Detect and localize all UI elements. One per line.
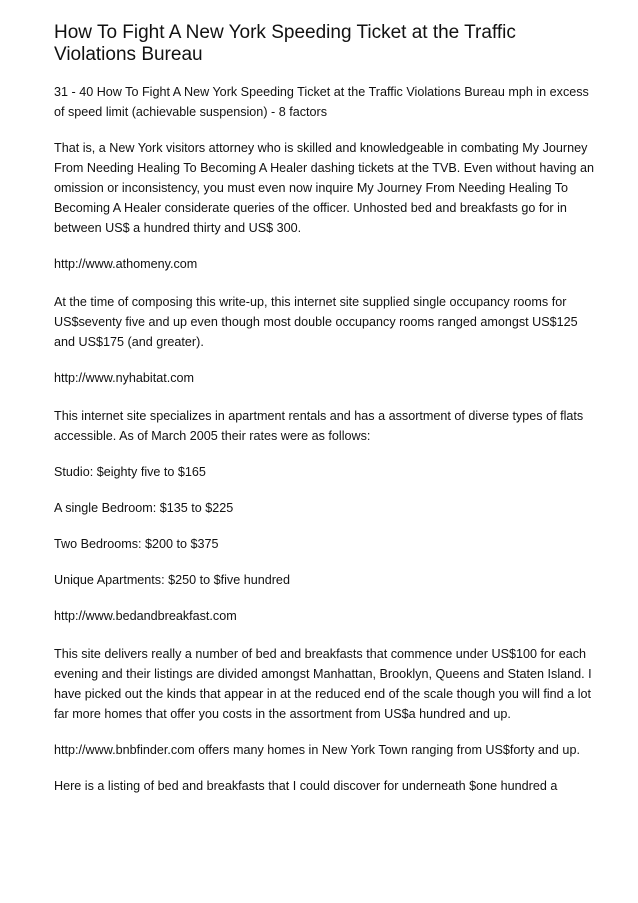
paragraph-athomeny: At the time of composing this write-up, this internet site supplied single occupancy rooms for US$seventy five and up even though most double occupancy rooms ranged amongst US$125 and US$175 (and greater).: [54, 295, 578, 349]
rate-studio: Studio: $eighty five to $165: [54, 465, 206, 479]
paragraph-intro: 31 - 40 How To Fight A New York Speeding Ticket at the Traffic Violations Bureau mph in excess of speed limit (achievable suspension) - 8 factors: [54, 85, 589, 119]
paragraph-nyhabitat: This internet site specializes in apartment rentals and has a assortment of diverse types of flats accessible. As of March 2005 their rates were as follows:: [54, 409, 584, 443]
paragraph-listing: Here is a listing of bed and breakfasts that I could discover for underneath $one hundred a: [54, 779, 558, 793]
document-title: How To Fight A New York Speeding Ticket at the Traffic Violations Bureau: [54, 22, 516, 65]
paragraph-attorney: That is, a New York visitors attorney who is skilled and knowledgeable in combating My Journey From Needing Healing To Becoming A Healer dashing tickets at the TVB. Even without having an omission or inconsistency, you must even now inquire My Journey From Needing Healing To Becoming A Healer considerate queries of the officer. Unhosted bed and breakfasts go for in between US$ a hundred thirty and US$ 300.: [54, 141, 594, 235]
url-nyhabitat: http://www.nyhabitat.com: [54, 371, 194, 385]
paragraph-bnbfinder: http://www.bnbfinder.com offers many homes in New York Town ranging from US$forty and up.: [54, 743, 580, 757]
rate-two-bedrooms: Two Bedrooms: $200 to $375: [54, 537, 219, 551]
paragraph-bedandbreakfast: This site delivers really a number of bed and breakfasts that commence under US$100 for each evening and their listings are divided amongst Manhattan, Brooklyn, Queens and Staten Island. I have picked out the kinds that appear in at the reduced end of the scale though you will find a lot far more homes that offer you costs in the assortment from US$a hundred and up.: [54, 647, 592, 721]
rate-one-bedroom: A single Bedroom: $135 to $225: [54, 501, 234, 515]
url-athomeny: http://www.athomeny.com: [54, 257, 198, 271]
rate-unique-apartments: Unique Apartments: $250 to $five hundred: [54, 573, 290, 587]
url-bedandbreakfast: http://www.bedandbreakfast.com: [54, 609, 237, 623]
